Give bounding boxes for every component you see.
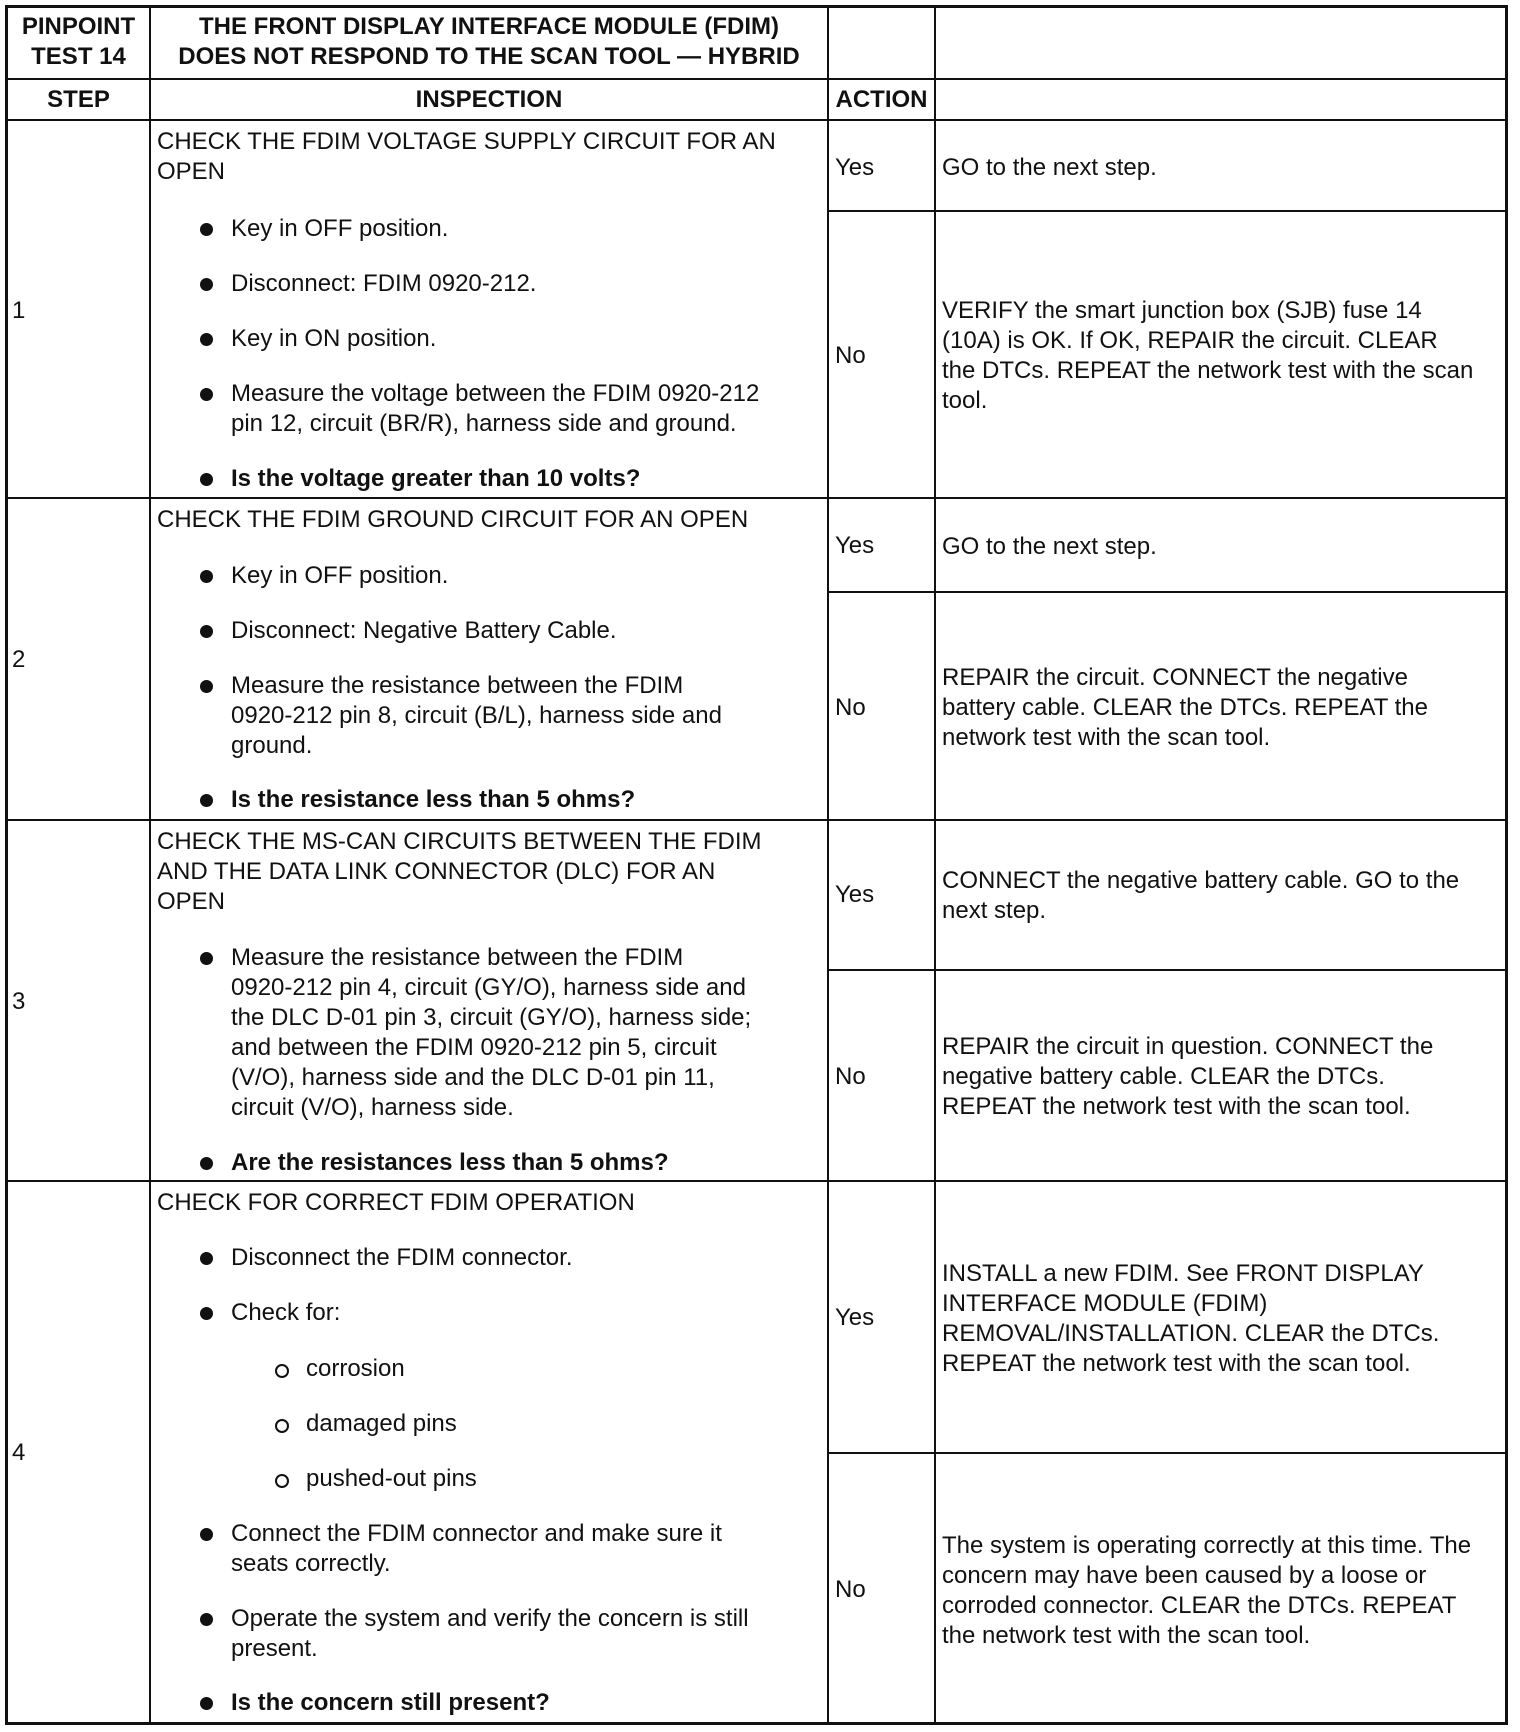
bullet-icon bbox=[200, 1697, 213, 1710]
inspection-item: Key in ON position. bbox=[231, 325, 437, 352]
no-action-line: corroded connector. CLEAR the DTCs. REPEAT bbox=[942, 1592, 1457, 1619]
bullet-icon bbox=[200, 570, 213, 583]
table-border-top bbox=[5, 5, 1508, 8]
row-divider-step-2 bbox=[5, 819, 1508, 821]
bullet-icon bbox=[200, 333, 213, 346]
no-action-line: (10A) is OK. If OK, REPAIR the circuit. CLEAR bbox=[942, 327, 1438, 354]
inspection-item-line: and between the FDIM 0920-212 pin 5, circuit bbox=[231, 1034, 717, 1061]
step-title-line: OPEN bbox=[157, 158, 226, 185]
step-number: 1 bbox=[12, 297, 26, 324]
no-action-line: network test with the scan tool. bbox=[942, 724, 1271, 751]
yes-action bbox=[942, 866, 1459, 926]
step-title-line: OPEN bbox=[157, 888, 226, 915]
no-action-line: REPAIR the circuit in question. CONNECT the bbox=[942, 1033, 1434, 1060]
yes-action-line: REMOVAL/INSTALLATION. CLEAR the DTCs. bbox=[942, 1320, 1440, 1347]
yes-label: Yes bbox=[835, 1304, 875, 1331]
inspection-item-line: the DLC D-01 pin 3, circuit (GY/O), harness side; bbox=[231, 1004, 752, 1031]
no-action-line: VERIFY the smart junction box (SJB) fuse 14 bbox=[942, 297, 1422, 324]
inspection-item-line: (V/O), harness side and the DLC D-01 pin 11, bbox=[231, 1064, 715, 1091]
no-action bbox=[942, 296, 1473, 416]
inspection-item-line: Connect the FDIM connector and make sure it bbox=[231, 1520, 722, 1547]
step-title bbox=[157, 827, 761, 917]
yes-no-divider-2 bbox=[827, 591, 1508, 593]
yes-action-line: REPEAT the network test with the scan tool. bbox=[942, 1350, 1411, 1377]
step-title: CHECK THE FDIM GROUND CIRCUIT FOR AN OPEN bbox=[157, 506, 749, 533]
no-label: No bbox=[835, 694, 866, 721]
no-action-line: the network test with the scan tool. bbox=[942, 1622, 1311, 1649]
yes-action: GO to the next step. bbox=[942, 154, 1157, 181]
inspection-subitem: pushed-out pins bbox=[306, 1465, 477, 1492]
step-title bbox=[157, 127, 776, 187]
table-border-right bbox=[1505, 5, 1508, 1725]
inspection-item-line: Measure the voltage between the FDIM 0920-212 bbox=[231, 380, 760, 407]
no-action-line: negative battery cable. CLEAR the DTCs. bbox=[942, 1063, 1385, 1090]
bullet-icon bbox=[200, 625, 213, 638]
bullet-icon bbox=[200, 1613, 213, 1626]
inspection-item-line: Measure the resistance between the FDIM bbox=[231, 672, 684, 699]
step-number: 4 bbox=[12, 1439, 26, 1466]
pinpoint-label bbox=[8, 12, 149, 72]
no-action-line: tool. bbox=[942, 387, 988, 414]
pinpoint-line-2: TEST 14 bbox=[31, 43, 126, 70]
bullet-icon bbox=[200, 473, 213, 486]
no-action-line: concern may have been caused by a loose or bbox=[942, 1562, 1427, 1589]
bullet-icon bbox=[200, 1528, 213, 1541]
no-action bbox=[942, 1531, 1471, 1651]
yes-label: Yes bbox=[835, 154, 875, 181]
yes-action-line: INTERFACE MODULE (FDIM) bbox=[942, 1290, 1268, 1317]
inspection-question: Is the resistance less than 5 ohms? bbox=[231, 786, 636, 813]
row-divider-columns bbox=[5, 119, 1508, 121]
inspection-item: Disconnect: FDIM 0920-212. bbox=[231, 270, 537, 297]
no-action-line: The system is operating correctly at this time. The bbox=[942, 1532, 1472, 1559]
sub-bullet-icon bbox=[275, 1364, 289, 1378]
yes-action: GO to the next step. bbox=[942, 533, 1157, 560]
row-divider-step-1 bbox=[5, 497, 1508, 499]
inspection-item-line: ground. bbox=[231, 732, 313, 759]
inspection-item-line: present. bbox=[231, 1635, 318, 1662]
test-title bbox=[151, 12, 827, 72]
yes-action-line: CONNECT the negative battery cable. GO to the bbox=[942, 867, 1460, 894]
inspection-item: Key in OFF position. bbox=[231, 562, 449, 589]
inspection-item bbox=[231, 379, 759, 439]
no-action-line: the DTCs. REPEAT the network test with the scan bbox=[942, 357, 1474, 384]
yes-no-divider-1 bbox=[827, 210, 1508, 212]
inspection-item bbox=[231, 671, 722, 761]
bullet-icon bbox=[200, 794, 213, 807]
no-action-line: REPEAT the network test with the scan tool. bbox=[942, 1093, 1411, 1120]
bullet-icon bbox=[200, 1252, 213, 1265]
inspection-question: Is the voltage greater than 10 volts? bbox=[231, 465, 641, 492]
pinpoint-line-1: PINPOINT bbox=[21, 13, 136, 40]
inspection-item-line: Operate the system and verify the concern is still bbox=[231, 1605, 749, 1632]
yes-action-line: INSTALL a new FDIM. See FRONT DISPLAY bbox=[942, 1260, 1424, 1287]
inspection-item bbox=[231, 1604, 749, 1664]
inspection-question: Are the resistances less than 5 ohms? bbox=[231, 1149, 669, 1176]
yes-action bbox=[942, 1259, 1439, 1379]
no-action-line: REPAIR the circuit. CONNECT the negative bbox=[942, 664, 1408, 691]
yes-label: Yes bbox=[835, 881, 875, 908]
sub-bullet-icon bbox=[275, 1419, 289, 1433]
no-label: No bbox=[835, 342, 866, 369]
column-divider-result bbox=[934, 5, 936, 1725]
step-number: 3 bbox=[12, 988, 26, 1015]
step-title-line: CHECK THE FDIM VOLTAGE SUPPLY CIRCUIT FOR AN bbox=[157, 128, 776, 155]
inspection-item-line: 0920-212 pin 4, circuit (GY/O), harness side and bbox=[231, 974, 746, 1001]
bullet-icon bbox=[200, 223, 213, 236]
no-action bbox=[942, 663, 1428, 753]
inspection-item-line: seats correctly. bbox=[231, 1550, 391, 1577]
bullet-icon bbox=[200, 1157, 213, 1170]
no-label: No bbox=[835, 1576, 866, 1603]
yes-action-line: next step. bbox=[942, 897, 1047, 924]
test-title-line-2: DOES NOT RESPOND TO THE SCAN TOOL — HYBRID bbox=[178, 43, 800, 70]
table-border-left bbox=[5, 5, 8, 1725]
yes-label: Yes bbox=[835, 532, 875, 559]
column-header-inspection: INSPECTION bbox=[415, 86, 563, 113]
yes-no-divider-3 bbox=[827, 969, 1508, 971]
no-label: No bbox=[835, 1063, 866, 1090]
bullet-icon bbox=[200, 680, 213, 693]
yes-no-divider-4 bbox=[827, 1452, 1508, 1454]
row-divider-step-3 bbox=[5, 1180, 1508, 1182]
inspection-item: Disconnect: Negative Battery Cable. bbox=[231, 617, 617, 644]
sub-bullet-icon bbox=[275, 1474, 289, 1488]
column-divider-step bbox=[149, 5, 151, 1725]
inspection-question: Is the concern still present? bbox=[231, 1689, 550, 1716]
column-header-action: ACTION bbox=[835, 86, 928, 113]
column-divider-action bbox=[827, 5, 829, 1725]
bullet-icon bbox=[200, 388, 213, 401]
inspection-item bbox=[231, 943, 751, 1123]
inspection-item-line: circuit (V/O), harness side. bbox=[231, 1094, 514, 1121]
row-divider-header bbox=[5, 78, 1508, 80]
inspection-item: Disconnect the FDIM connector. bbox=[231, 1244, 573, 1271]
no-action-line: battery cable. CLEAR the DTCs. REPEAT the bbox=[942, 694, 1428, 721]
inspection-subitem: damaged pins bbox=[306, 1410, 457, 1437]
step-number: 2 bbox=[12, 646, 26, 673]
bullet-icon bbox=[200, 952, 213, 965]
inspection-item: Key in OFF position. bbox=[231, 215, 449, 242]
bullet-icon bbox=[200, 278, 213, 291]
inspection-item: Check for: bbox=[231, 1299, 341, 1326]
inspection-item bbox=[231, 1519, 722, 1579]
bullet-icon bbox=[200, 1307, 213, 1320]
table-border-bottom bbox=[5, 1722, 1508, 1725]
step-title: CHECK FOR CORRECT FDIM OPERATION bbox=[157, 1189, 635, 1216]
inspection-item-line: Measure the resistance between the FDIM bbox=[231, 944, 684, 971]
no-action bbox=[942, 1032, 1433, 1122]
step-title-line: AND THE DATA LINK CONNECTOR (DLC) FOR AN bbox=[157, 858, 716, 885]
inspection-item-line: pin 12, circuit (BR/R), harness side and ground. bbox=[231, 410, 737, 437]
column-header-step: STEP bbox=[47, 86, 110, 113]
test-title-line-1: THE FRONT DISPLAY INTERFACE MODULE (FDIM) bbox=[198, 13, 779, 40]
inspection-subitem: corrosion bbox=[306, 1355, 405, 1382]
inspection-item-line: 0920-212 pin 8, circuit (B/L), harness side and bbox=[231, 702, 722, 729]
step-title-line: CHECK THE MS-CAN CIRCUITS BETWEEN THE FDIM bbox=[157, 828, 762, 855]
